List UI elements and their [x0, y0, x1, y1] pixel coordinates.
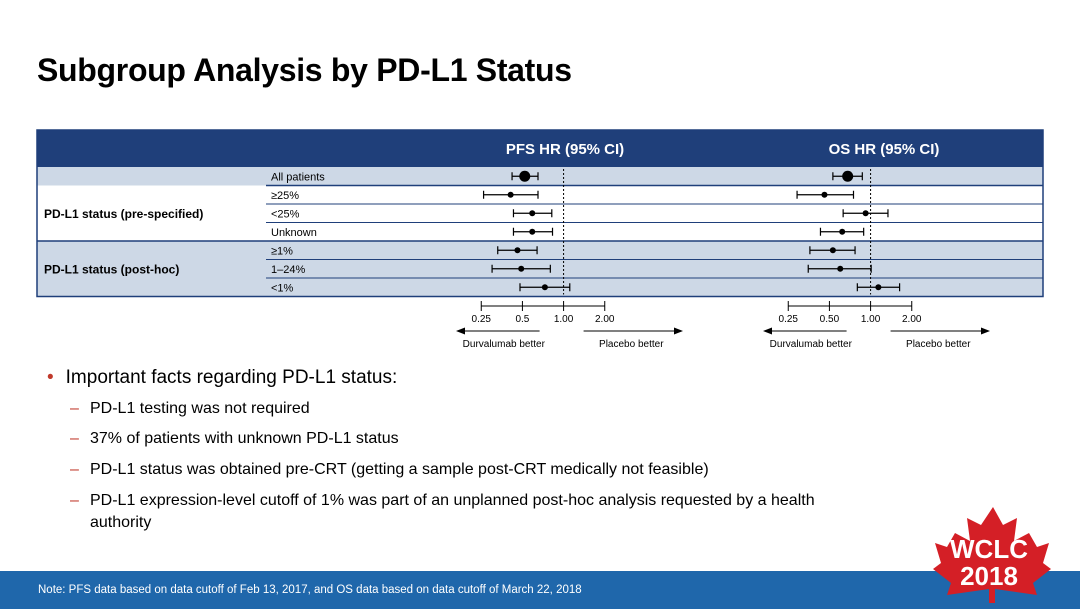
- hr-point: [837, 266, 843, 272]
- sub-bullet-1: – PD-L1 testing was not required: [70, 398, 860, 420]
- hr-point: [821, 192, 827, 198]
- row-background: [37, 167, 1043, 186]
- logo-text-year: 2018: [960, 561, 1018, 591]
- sub-bullet-2: – 37% of patients with unknown PD-L1 status: [70, 428, 860, 450]
- page-title: Subgroup Analysis by PD-L1 Status: [37, 52, 572, 88]
- x-tick-label: 1.00: [553, 314, 574, 325]
- hr-point: [542, 284, 548, 290]
- footnote: Note: PFS data based on data cutoff of Feb 13, 2017, and OS data based on data cutoff of March 22, 2018: [38, 584, 582, 596]
- row-label: <1%: [271, 282, 294, 295]
- row-label: ≥1%: [271, 245, 293, 258]
- hr-point: [508, 192, 514, 198]
- hr-point: [863, 210, 869, 216]
- hr-point: [518, 266, 524, 272]
- panel-title: PFS HR (95% CI): [505, 141, 625, 158]
- sub-bullet-text: 37% of patients with unknown PD-L1 status: [90, 430, 399, 447]
- hr-point: [529, 229, 535, 235]
- hr-point: [514, 247, 520, 253]
- arrow-left-icon: [763, 328, 772, 335]
- arrow-left-icon: [456, 328, 465, 335]
- group-label: PD-L1 status (post-hoc): [44, 262, 180, 277]
- row-label: All patients: [271, 171, 325, 184]
- hr-point: [830, 247, 836, 253]
- bullet-main: [47, 367, 397, 389]
- bullet-dot: •: [47, 367, 54, 388]
- panel-title: OS HR (95% CI): [828, 141, 940, 158]
- sub-bullet-text: PD-L1 expression-level cutoff of 1% was part of an unplanned post-hoc analysis requested by a health authority: [90, 492, 815, 531]
- arrow-right-icon: [981, 328, 990, 335]
- hr-point: [519, 171, 530, 182]
- hr-point: [839, 229, 845, 235]
- x-tick-label: 2.00: [595, 314, 615, 325]
- row-label: Unknown: [271, 226, 317, 239]
- hr-point: [842, 171, 853, 182]
- sub-bullet-4: – PD-L1 expression-level cutoff of 1% was part of an unplanned post-hoc analysis requested by a health authority: [70, 490, 860, 534]
- hr-point: [875, 284, 881, 290]
- sub-bullet-text: PD-L1 status was obtained pre-CRT (getting a sample post-CRT medically not feasible): [90, 461, 709, 478]
- right-direction-label: Placebo better: [599, 339, 664, 350]
- x-tick-label: 1.00: [860, 314, 881, 325]
- sub-bullet-3: – PD-L1 status was obtained pre-CRT (getting a sample post-CRT medically not feasible): [70, 459, 860, 481]
- row-label: ≥25%: [271, 189, 300, 202]
- left-direction-label: Durvalumab better: [769, 339, 852, 350]
- hr-point: [529, 210, 535, 216]
- row-label: <25%: [271, 208, 300, 221]
- right-direction-label: Placebo better: [906, 339, 971, 350]
- x-tick-label: 0.5: [515, 314, 530, 325]
- row-label: 1–24%: [271, 263, 306, 276]
- x-tick-label: 0.25: [471, 314, 491, 325]
- logo-text-wclc: WCLC: [950, 534, 1028, 564]
- left-direction-label: Durvalumab better: [462, 339, 545, 350]
- wclc-logo: [925, 503, 1055, 603]
- x-tick-label: 2.00: [902, 314, 922, 325]
- bullet-main-text: Important facts regarding PD-L1 status:: [65, 367, 398, 388]
- group-label: PD-L1 status (pre-specified): [44, 206, 204, 221]
- arrow-right-icon: [674, 328, 683, 335]
- sub-bullet-text: PD-L1 testing was not required: [90, 400, 310, 417]
- x-tick-label: 0.25: [778, 314, 798, 325]
- x-tick-label: 0.50: [819, 314, 840, 325]
